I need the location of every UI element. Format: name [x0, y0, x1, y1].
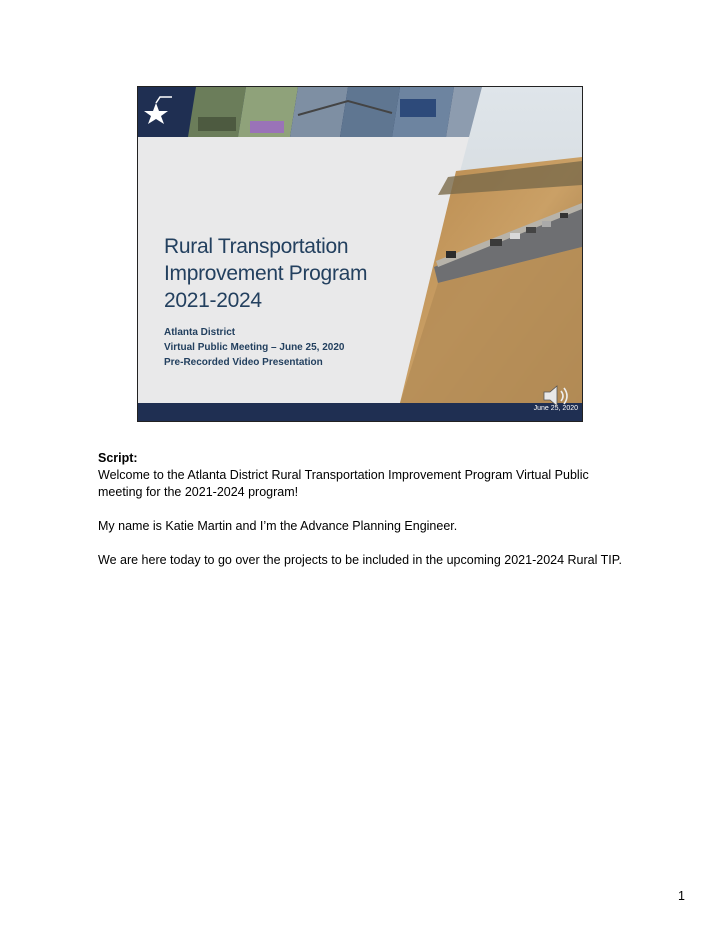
script-paragraph-3: We are here today to go over the projects to be included in the upcoming 2021-2024 Rural TIP.	[98, 553, 622, 567]
slide-subtitle	[164, 325, 424, 370]
slide-subtitle-line-1: Atlanta District	[164, 327, 236, 338]
slide-title-line-2: Improvement Program	[164, 262, 368, 285]
script-notes	[98, 450, 628, 586]
slide-subtitle-line-3: Pre-Recorded Video Presentation	[164, 357, 323, 368]
page-number: 1	[678, 889, 685, 903]
slide-thumbnail	[137, 86, 583, 422]
txdot-star-icon	[142, 93, 192, 135]
script-paragraph-2: My name is Katie Martin and I’m the Advance Planning Engineer.	[98, 519, 458, 533]
slide-title-line-1: Rural Transportation	[164, 235, 349, 258]
slide-subtitle-line-2: Virtual Public Meeting – June 25, 2020	[164, 342, 345, 353]
script-paragraph-1: Welcome to the Atlanta District Rural Transportation Improvement Program Virtual Public meeting for the 2021-2024 program!	[98, 468, 589, 499]
slide-title-line-3: 2021-2024	[164, 289, 262, 312]
script-label: Script:	[98, 451, 138, 465]
slide-footer-date: June 25, 2020	[533, 405, 578, 412]
slide-title	[164, 233, 424, 314]
